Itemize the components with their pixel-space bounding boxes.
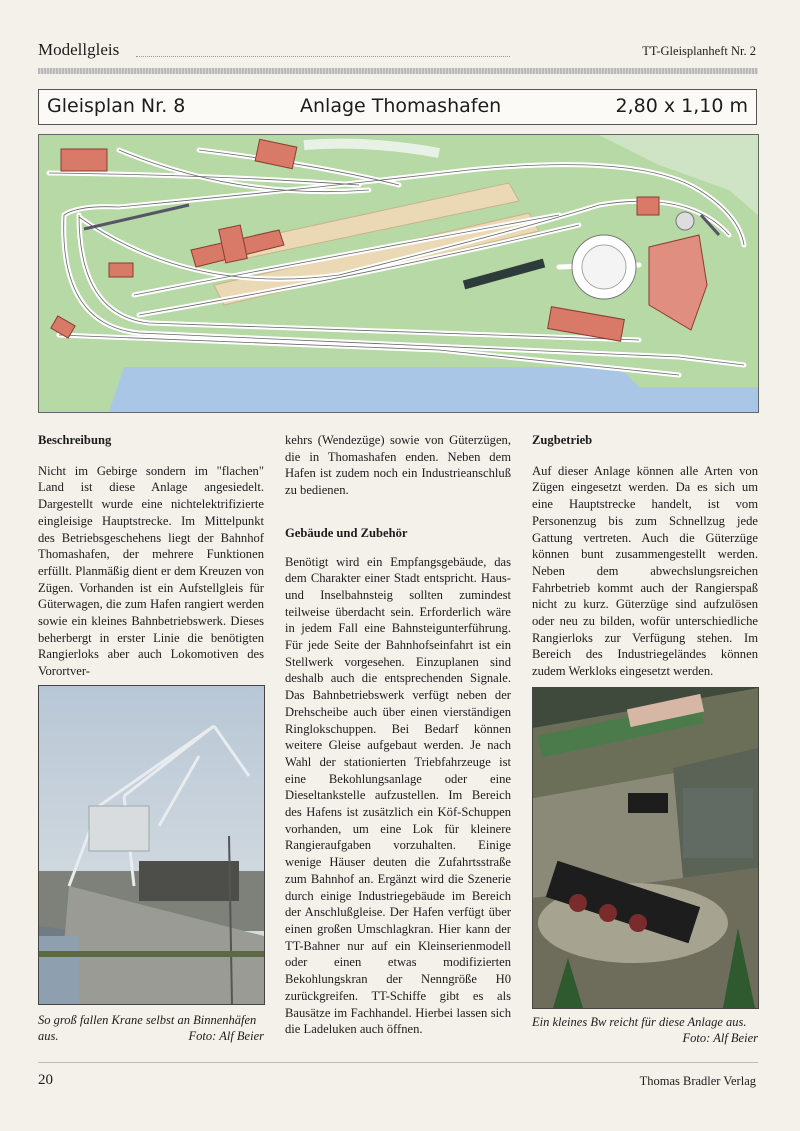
footer-rule [38,1062,758,1063]
description-continued: kehrs (Wendezüge) sowie von Güterzügen, die in Thomashafen enden. Neben dem Hafen ist zudem noch ein Industrieanschluß zu bedienen. [285,433,511,498]
crane-photo-credit: Foto: Alf Beier [188,1029,264,1043]
issue-title: TT-Gleisplanheft Nr. 2 [642,44,756,58]
buildings-text: Benötigt wird ein Empfangsgebäude, das dem Charakter einer Stadt entspricht. Haus- und Inselbahnsteig sollten zumindest teilweise überdacht sein. Erforderlich wäre in jedem Fall eine Bahnsteigunterführung. Für jede Seite der Bahnhofseinfahrt ist ein Stellwerk vorgesehen. Einzuplanen sind deshalb auch die entsprechenden Signale. Das Bahnbetriebswerk verfügt neben der Drehscheibe auch über einen vierständigen Ringlokschuppen. Bei Bedarf können weitere Gleise aufgebaut werden. Je nach Wahl der stationierten Triebfahrzeuge ist eine Bekohlungsanlage oder eine Dieseltankstelle aufzustellen. Im Bereich des Hafens ist zusätzlich ein Köf-Schuppen vorhanden, um eine Lok für kleinere Rangieraufgaben vorzuhalten. Einige wenige Häuser deuten die Zufahrtsstraße zum Bahnhof an. Ergänzt wird die Szenerie durch einige Industriegebäude im Bereich der Anschlußgleise. Der Hafen verfügt über einen großen Umschlagkran. Hier kann der TT-Bahner nur auf ein Kleinserienmodell oder einen etwas modifizierten Bekohlungskran der Nenngröße H0 zurückgreifen. TT-Schiffe gibt es als Bausätze im Fachhandel. Hierbei lassen sich die Ladeluken auch öffnen. [285,554,511,1037]
layout-name: Anlage Thomashafen [300,95,502,117]
crane-caption-text: So groß fallen Krane selbst an Binnenhäfen aus. [38,1013,257,1043]
crane-caption [38,1012,264,1044]
depot-photo-credit: Foto: Alf Beier [682,1031,758,1045]
section-title: Modellgleis [38,40,120,59]
description-heading: Beschreibung [38,433,112,447]
depot-photo [532,687,759,1009]
operation-column [532,432,758,680]
description-column [38,432,264,680]
buildings-column [285,432,511,1038]
operation-text: Auf dieser Anlage können alle Arten von Zügen eingesetzt werden. Da es sich um eine Hauptstrecke handelt, ist vom Personenzug bis zum Schnellzug jede Gattung vertreten. Auch die Güterzüge können bunt zusammengestellt werden. Neben dem abwechslungsreichen Fahrbetrieb kommt auch der Rangierspaß nicht zu kurz. Güterzüge sind aufzulösen oder neu zu bilden, wofür unterschiedliche Rangierloks zur Verfügung stehen. Im Bereich des Industriegeländes können zudem Werkloks eingesetzt werden. [532,463,758,679]
description-text: Nicht im Gebirge sondern im "flachen" Land ist diese Anlage angesiedelt. Dargestellt wurde eine nichtelektrifizierte eingleisige Hauptstrecke. Im Mittelpunkt des Betriebsgeschehens liegt der Bahnhof Thomashafen, der mehrere Funktionen erfüllt. Planmäßig dient er dem Kreuzen von Zügen. Vorhanden ist ein Aufstellgleis für Güterwagen, die zum Hafen rangiert werden sowie ein kleines Bahnbetriebswerk. Dieses beherbergt in erster Linie die benötigten Rangierloks aber auch Lokomotiven des Vorortver- [38,463,264,679]
header-dotted-rule [136,56,510,57]
depot-caption-text: Ein kleines Bw reicht für diese Anlage aus. [532,1015,747,1029]
depot-caption [532,1014,758,1046]
plan-number: Gleisplan Nr. 8 [47,95,186,117]
operation-heading: Zugbetrieb [532,433,593,447]
header-rule [38,68,758,74]
page-number: 20 [38,1072,53,1088]
layout-size: 2,80 x 1,10 m [615,95,748,117]
track-plan [38,134,759,413]
publisher: Thomas Bradler Verlag [639,1074,756,1088]
plan-title-box [38,89,757,125]
crane-photo [38,685,265,1005]
buildings-heading: Gebäude und Zubehör [285,525,408,540]
